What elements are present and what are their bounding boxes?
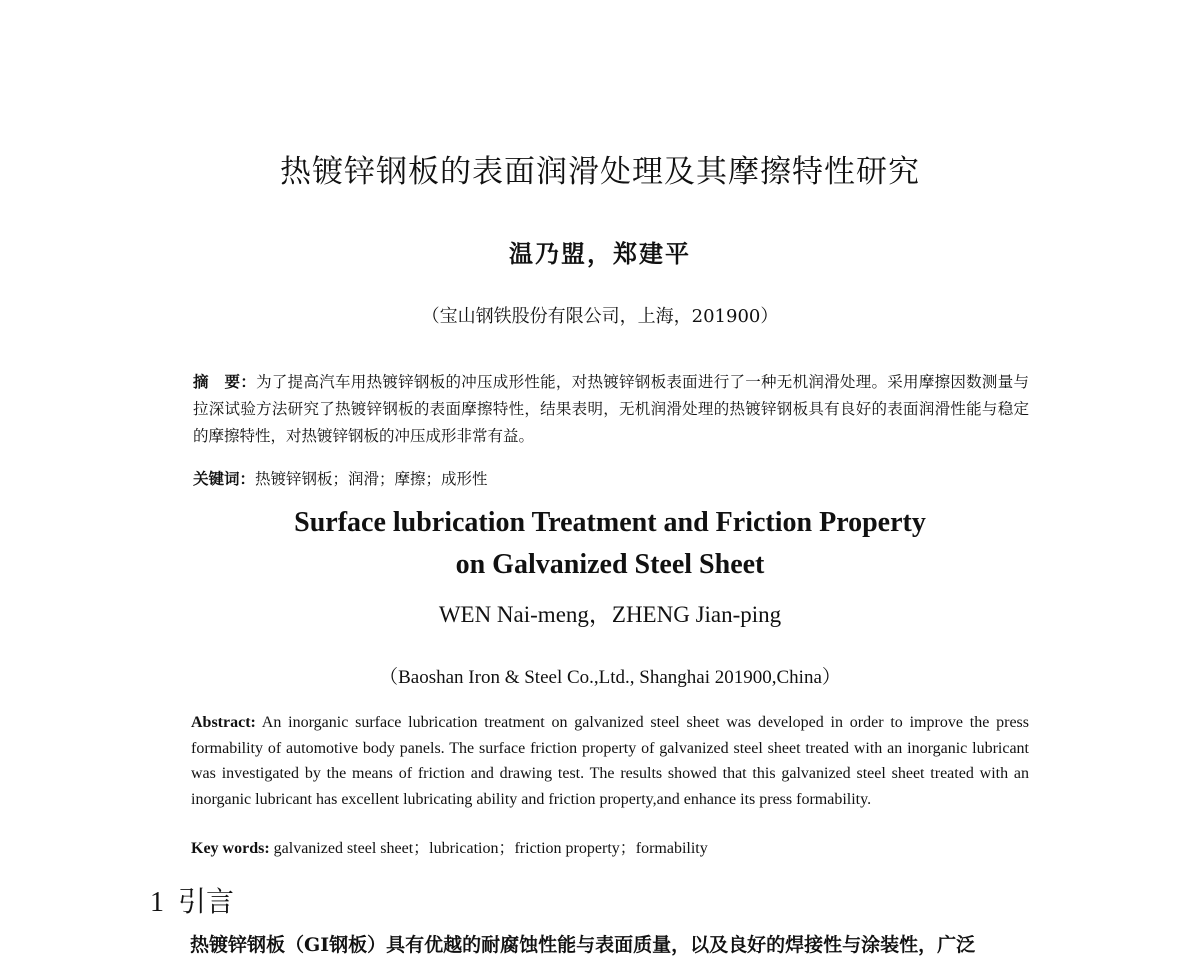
chinese-abstract-label: 摘 要： bbox=[193, 372, 257, 391]
chinese-authors: 温乃盟，郑建平 bbox=[509, 239, 691, 268]
english-keywords-text: galvanized steel sheet；lubrication；friction property；formability bbox=[269, 840, 708, 857]
english-keywords bbox=[191, 836, 1029, 861]
section-number: 1 bbox=[150, 887, 164, 918]
chinese-title: 热镀锌钢板的表面润滑处理及其摩擦特性研究 bbox=[280, 154, 920, 190]
english-keywords-label: Key words: bbox=[191, 840, 270, 857]
english-affiliation: （Baoshan Iron & Steel Co.,Ltd., Shanghai 201900,China） bbox=[379, 667, 841, 688]
english-abstract-text: An inorganic surface lubrication treatment on galvanized steel sheet was developed in order to improve the press formability of automotive body panels. The surface friction property of galvanized steel sheet treated with an inorganic lubricant was investigated by the means of friction and drawing test. The results showed that this galvanized steel sheet treated with an inorganic lubricant has excellent lubricating ability and friction property,and enhance its press formability. bbox=[191, 714, 1029, 808]
body-paragraph-first-line: 热镀锌钢板（GI钢板）具有优越的耐腐蚀性能与表面质量，以及良好的焊接性与涂装性，广泛 bbox=[190, 934, 976, 956]
english-authors: WEN Nai-meng，ZHENG Jian-ping bbox=[438, 602, 782, 627]
english-title-line-1: Surface lubrication Treatment and Friction Property bbox=[294, 507, 926, 538]
chinese-keywords-label: 关键词： bbox=[193, 469, 256, 488]
english-title bbox=[0, 502, 1200, 586]
chinese-keywords bbox=[193, 465, 1029, 493]
chinese-abstract-text: 为了提高汽车用热镀锌钢板的冲压成形性能，对热镀锌钢板表面进行了一种无机润滑处理。采用摩擦因数测量与拉深试验方法研究了热镀锌钢板的表面摩擦特性，结果表明，无机润滑处理的热镀锌钢板具有良好的表面润滑性能与稳定的摩擦特性，对热镀锌钢板的冲压成形非常有益。 bbox=[193, 373, 1029, 445]
chinese-abstract bbox=[193, 368, 1029, 450]
english-abstract bbox=[191, 710, 1029, 812]
english-title-line-2: on Galvanized Steel Sheet bbox=[455, 549, 765, 580]
chinese-affiliation: （宝山钢铁股份有限公司，上海，201900） bbox=[421, 306, 779, 327]
english-abstract-label: Abstract: bbox=[191, 714, 256, 731]
chinese-keywords-text: 热镀锌钢板；润滑；摩擦；成形性 bbox=[255, 470, 488, 488]
section-heading bbox=[150, 880, 234, 920]
section-title: 引言 bbox=[178, 885, 235, 918]
